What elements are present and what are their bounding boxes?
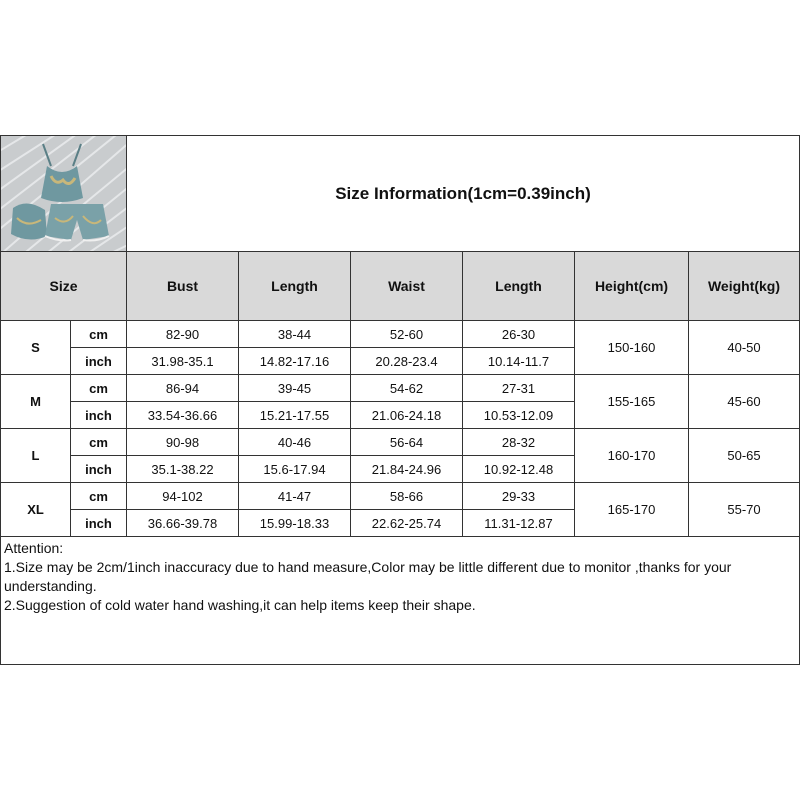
cell-length2-inch: 11.31-12.87 — [462, 509, 575, 537]
cell-bust-inch: 31.98-35.1 — [126, 347, 239, 375]
cell-height: 150-160 — [574, 320, 689, 375]
chart-title: Size Information(1cm=0.39inch) — [126, 135, 800, 252]
cell-length2-cm: 27-31 — [462, 374, 575, 402]
header-length: Length — [238, 251, 351, 321]
header-bust: Bust — [126, 251, 239, 321]
header-size: Size — [0, 251, 127, 321]
cell-length-inch: 15.21-17.55 — [238, 401, 351, 429]
size-label-xl: XL — [0, 482, 71, 537]
cell-waist-cm: 58-66 — [350, 482, 463, 510]
cell-length2-cm: 29-33 — [462, 482, 575, 510]
attention-note-2: 2.Suggestion of cold water hand washing,it can help items keep their shape. — [4, 597, 476, 613]
size-label-s: S — [0, 320, 71, 375]
unit-inch: inch — [70, 509, 127, 537]
header-length-2: Length — [462, 251, 575, 321]
cell-bust-cm: 90-98 — [126, 428, 239, 456]
unit-cm: cm — [70, 482, 127, 510]
attention-note-1: 1.Size may be 2cm/1inch inaccuracy due to hand measure,Color may be little different due to monitor ,thanks for your understanding. — [4, 559, 732, 594]
cell-bust-inch: 33.54-36.66 — [126, 401, 239, 429]
pajama-set-image — [1, 136, 126, 251]
size-label-m: M — [0, 374, 71, 429]
cell-height: 165-170 — [574, 482, 689, 537]
cell-waist-cm: 52-60 — [350, 320, 463, 348]
unit-cm: cm — [70, 320, 127, 348]
cell-waist-cm: 54-62 — [350, 374, 463, 402]
cell-length2-cm: 26-30 — [462, 320, 575, 348]
header-weight: Weight(kg) — [688, 251, 800, 321]
attention-notes — [0, 536, 800, 665]
cell-length2-inch: 10.14-11.7 — [462, 347, 575, 375]
cell-weight: 45-60 — [688, 374, 800, 429]
cell-length-inch: 14.82-17.16 — [238, 347, 351, 375]
cell-length-cm: 39-45 — [238, 374, 351, 402]
cell-waist-cm: 56-64 — [350, 428, 463, 456]
unit-inch: inch — [70, 401, 127, 429]
unit-inch: inch — [70, 347, 127, 375]
cell-waist-inch: 22.62-25.74 — [350, 509, 463, 537]
cell-waist-inch: 21.84-24.96 — [350, 455, 463, 483]
unit-cm: cm — [70, 428, 127, 456]
cell-length-inch: 15.99-18.33 — [238, 509, 351, 537]
cell-bust-cm: 86-94 — [126, 374, 239, 402]
cell-height: 160-170 — [574, 428, 689, 483]
cell-weight: 40-50 — [688, 320, 800, 375]
cell-weight: 55-70 — [688, 482, 800, 537]
unit-cm: cm — [70, 374, 127, 402]
header-waist: Waist — [350, 251, 463, 321]
cell-bust-cm: 82-90 — [126, 320, 239, 348]
cell-weight: 50-65 — [688, 428, 800, 483]
cell-length-cm: 40-46 — [238, 428, 351, 456]
cell-length2-cm: 28-32 — [462, 428, 575, 456]
size-chart — [0, 135, 800, 665]
cell-length-inch: 15.6-17.94 — [238, 455, 351, 483]
header-height: Height(cm) — [574, 251, 689, 321]
cell-bust-cm: 94-102 — [126, 482, 239, 510]
cell-waist-inch: 21.06-24.18 — [350, 401, 463, 429]
cell-length2-inch: 10.92-12.48 — [462, 455, 575, 483]
attention-heading: Attention: — [4, 540, 64, 556]
unit-inch: inch — [70, 455, 127, 483]
cell-length-cm: 41-47 — [238, 482, 351, 510]
cell-bust-inch: 36.66-39.78 — [126, 509, 239, 537]
cell-length-cm: 38-44 — [238, 320, 351, 348]
cell-length2-inch: 10.53-12.09 — [462, 401, 575, 429]
size-label-l: L — [0, 428, 71, 483]
product-thumbnail — [0, 135, 127, 252]
cell-height: 155-165 — [574, 374, 689, 429]
cell-bust-inch: 35.1-38.22 — [126, 455, 239, 483]
cell-waist-inch: 20.28-23.4 — [350, 347, 463, 375]
